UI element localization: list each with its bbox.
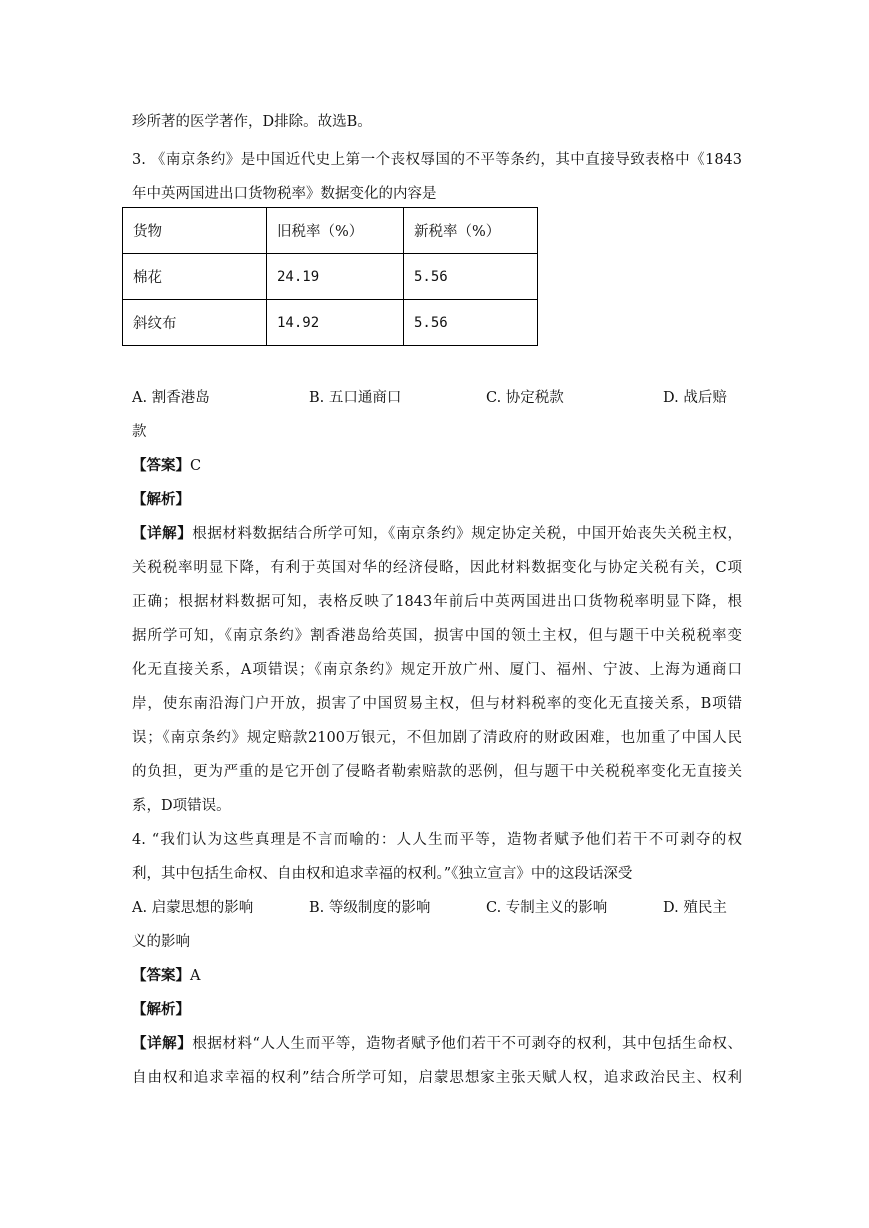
detail-line: 关税税率明显下降，有利于英国对华的经济侵略，因此材料数据变化与协定关税有关，C项 bbox=[132, 560, 742, 576]
table-cell: 5.56 bbox=[404, 254, 538, 300]
detail-line: 岸，使东南沿海门户开放，损害了中国贸易主权，但与材料税率的变化无直接关系，B项错 bbox=[132, 696, 742, 712]
option-d: D. 战后赔 bbox=[663, 390, 727, 406]
option-d-cont: 款 bbox=[132, 424, 147, 440]
detail-line: 正确；根据材料数据可知，表格反映了1843年前后中英两国进出口货物税率明显下降，根 bbox=[132, 594, 742, 610]
answer-label: 【答案】 bbox=[132, 967, 190, 984]
detail-line: 化无直接关系，A项错误；《南京条约》规定开放广州、厦门、福州、宁波、上海为通商口 bbox=[132, 662, 742, 678]
detail-line: 据所学可知，《南京条约》割香港岛给英国，损害中国的领土主权，但与题干中关税税率变 bbox=[132, 628, 742, 644]
text-line: 珍所著的医学著作，D排除。故选B。 bbox=[132, 114, 372, 130]
tax-rate-table bbox=[122, 207, 538, 346]
detail-text: 根据材料“人人生而平等，造物者赋予他们若干不可剥夺的权利，其中包括生命权、 bbox=[192, 1036, 742, 1052]
answer-value: C bbox=[190, 458, 202, 474]
table-cell: 5.56 bbox=[404, 300, 538, 346]
table-header-cell: 旧税率（%） bbox=[267, 208, 404, 254]
table-header-cell: 货物 bbox=[123, 208, 267, 254]
analysis-label: 【解析】 bbox=[132, 1001, 190, 1018]
option-b: B. 等级制度的影响 bbox=[309, 900, 431, 916]
table-cell: 24.19 bbox=[267, 254, 404, 300]
answer-line bbox=[132, 966, 742, 986]
detail-label: 【详解】 bbox=[132, 525, 193, 542]
detail-line: 自由权和追求幸福的权利”结合所学可知，启蒙思想家主张天赋人权，追求政治民主、权利 bbox=[132, 1070, 742, 1086]
analysis-label: 【解析】 bbox=[132, 491, 190, 508]
detail-line bbox=[132, 524, 742, 544]
option-a: A. 割香港岛 bbox=[132, 390, 210, 406]
question-3-stem: 3. 《南京条约》是中国近代史上第一个丧权辱国的不平等条约，其中直接导致表格中《1843 bbox=[132, 152, 742, 168]
table-row bbox=[123, 254, 538, 300]
option-c: C. 协定税款 bbox=[486, 390, 564, 406]
detail-line: 误；《南京条约》规定赔款2100万银元，不但加剧了清政府的财政困难，也加重了中国人民 bbox=[132, 730, 742, 746]
option-d: D. 殖民主 bbox=[663, 900, 727, 916]
table-cell: 棉花 bbox=[123, 254, 267, 300]
answer-label: 【答案】 bbox=[132, 457, 190, 474]
option-b: B. 五口通商口 bbox=[309, 390, 402, 406]
answer-line bbox=[132, 456, 742, 476]
option-c: C. 专制主义的影响 bbox=[486, 900, 608, 916]
question-3-stem-cont: 年中英两国进出口货物税率》数据变化的内容是 bbox=[132, 186, 437, 202]
option-d-cont: 义的影响 bbox=[132, 934, 190, 950]
detail-line: 系，D项错误。 bbox=[132, 798, 231, 814]
table-header-row bbox=[123, 208, 538, 254]
answer-value: A bbox=[190, 968, 201, 984]
option-a: A. 启蒙思想的影响 bbox=[132, 900, 254, 916]
question-4-stem: 4. “我们认为这些真理是不言而喻的：人人生而平等，造物者赋予他们若干不可剥夺的权 bbox=[132, 832, 742, 848]
table-header-cell: 新税率（%） bbox=[404, 208, 538, 254]
table-cell: 斜纹布 bbox=[123, 300, 267, 346]
detail-text: 根据材料数据结合所学可知，《南京条约》规定协定关税，中国开始丧失关税主权， bbox=[192, 526, 743, 542]
table-cell: 14.92 bbox=[267, 300, 404, 346]
detail-label: 【详解】 bbox=[132, 1035, 193, 1052]
question-4-stem-cont: 利，其中包括生命权、自由权和追求幸福的权利。”《独立宣言》中的这段话深受 bbox=[132, 866, 633, 882]
detail-line bbox=[132, 1034, 742, 1054]
table-row bbox=[123, 300, 538, 346]
detail-line: 的负担，更为严重的是它开创了侵略者勒索赔款的恶例，但与题干中关税税率变化无直接关 bbox=[132, 764, 742, 780]
